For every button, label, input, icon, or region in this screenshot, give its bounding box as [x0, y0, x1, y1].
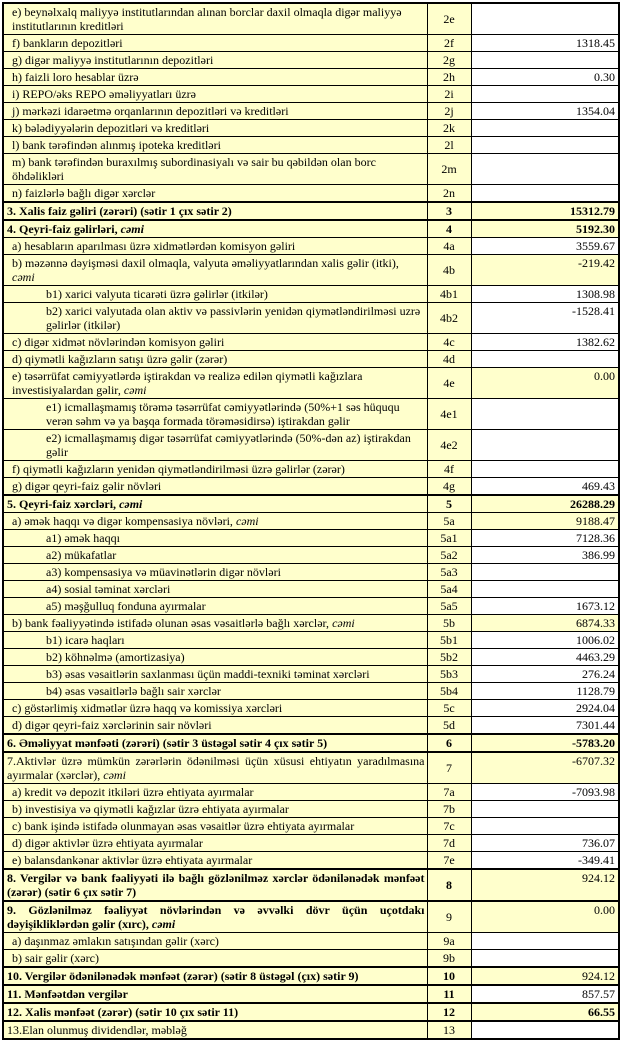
row-code: 5a3 — [427, 564, 471, 581]
row-label: d) digər qeyri-faiz xərclərinin sair növləri — [3, 717, 427, 735]
row-code: 11 — [427, 985, 471, 1003]
row-label: b) investisiya və qiymətli kağızlar üzrə ehtiyata ayırmalar — [3, 801, 427, 818]
table-row-5a2 — [3, 547, 619, 564]
row-value: 1308.98 — [471, 286, 619, 303]
row-value — [471, 933, 619, 950]
row-value — [471, 52, 619, 69]
row-value: 0.00 — [471, 368, 619, 399]
row-value: 1382.62 — [471, 334, 619, 351]
row-code: 5 — [427, 495, 471, 513]
row-label-italic: cəmi — [103, 768, 126, 782]
row-code: 4f — [427, 461, 471, 478]
row-value: 276.24 — [471, 666, 619, 683]
row-code: 5a — [427, 513, 471, 530]
table-row-4a — [3, 238, 619, 255]
row-label: e2) icmallaşmamış digər təsərrüfat cəmiyyətlərində (50%-dən az) iştirakdan gəlir — [3, 430, 427, 461]
row-value — [471, 950, 619, 968]
row-value: -1528.41 — [471, 303, 619, 334]
row-code: 4d — [427, 351, 471, 368]
table-row-7e — [3, 852, 619, 870]
row-label: b3) əsas vəsaitlərin saxlanması üçün maddi-texniki təminat xərcləri — [3, 666, 427, 683]
row-label: a4) sosial təminat xərcləri — [3, 581, 427, 598]
row-value: 15312.79 — [471, 202, 619, 220]
row-label: 7.Aktivlər üzrə mümkün zərərlərin ödənilməsi üçün xüsusi ehtiyatın yaradılmasına ayırmalar (xərclər), cəmi — [3, 752, 427, 784]
table-row-5b2 — [3, 649, 619, 666]
table-row-5a3 — [3, 564, 619, 581]
row-label: e) təsərrüfat cəmiyyətlərdə iştirakdan və realizə edilən qiymətli kağızlara investisiyalardan gəlir, cəmi — [3, 368, 427, 399]
table-row-4b — [3, 255, 619, 286]
row-label: c) digər xidmət növlərindən komisyon gəliri — [3, 334, 427, 351]
row-value: 2924.04 — [471, 700, 619, 717]
row-label: d) qiymətli kağızların satışı üzrə gəlir (zərər) — [3, 351, 427, 368]
row-value: 66.55 — [471, 1003, 619, 1021]
row-label: 4. Qeyri-faiz gəlirləri, cəmi — [3, 220, 427, 238]
row-label: b2) xarici valyutada olan aktiv və passivlərin yenidən qiymətləndirilməsi uzrə gəlirlər (itkilər) — [3, 303, 427, 334]
table-row-2j — [3, 103, 619, 120]
table-row-2e — [3, 3, 619, 35]
row-label: 9. Gözlənilməz fəaliyyət növlərindən və əvvəlki dövr üçün uçotdakı dəyişikliklərdən gəlir (xırc), cəmi — [3, 901, 427, 933]
row-label: g) digər qeyri-faiz gəlir növləri — [3, 478, 427, 496]
row-code: 10 — [427, 967, 471, 985]
row-value — [471, 154, 619, 185]
row-value: 3559.67 — [471, 238, 619, 255]
row-value: 1354.04 — [471, 103, 619, 120]
table-row-5c — [3, 700, 619, 717]
row-label-italic: cəmi — [235, 514, 259, 528]
row-label-italic: cəmi — [151, 917, 176, 931]
row-label-italic: cəmi — [332, 616, 355, 630]
row-code: 5d — [427, 717, 471, 735]
row-label: 3. Xalis faiz gəliri (zərəri) (sətir 1 çıx sətir 2) — [3, 202, 427, 220]
row-value — [471, 399, 619, 430]
table-row-5a4 — [3, 581, 619, 598]
table-row-4d — [3, 351, 619, 368]
row-code: 2f — [427, 35, 471, 52]
row-code: 4c — [427, 334, 471, 351]
row-value — [471, 137, 619, 154]
row-value: 857.57 — [471, 985, 619, 1003]
row-code: 5a2 — [427, 547, 471, 564]
table-row-5 — [3, 495, 619, 513]
row-code: 7b — [427, 801, 471, 818]
table-row-2g — [3, 52, 619, 69]
table-row-7 — [3, 752, 619, 784]
row-code: 4b2 — [427, 303, 471, 334]
row-label: m) bank tərəfindən buraxılmış subordinasiyalı və sair bu qəbildən olan borc öhdəlikləri — [3, 154, 427, 185]
table-row-2m — [3, 154, 619, 185]
table-row-5d — [3, 717, 619, 735]
table-row-2h — [3, 69, 619, 86]
row-label: d) digər aktivlər üzrə ehtiyata ayırmalar — [3, 835, 427, 852]
table-row-5b3 — [3, 666, 619, 683]
row-code: 2k — [427, 120, 471, 137]
row-label: j) mərkəzi idarəetmə orqanlarının depozitləri və kreditləri — [3, 103, 427, 120]
row-code: 7c — [427, 818, 471, 835]
row-label: e) beynəlxalq maliyyə institutlarından alınan borclar daxil olmaqla digər maliyyə institutlarının kreditləri — [3, 3, 427, 35]
table-row-7c — [3, 818, 619, 835]
row-code: 13 — [427, 1021, 471, 1039]
row-label-italic: cəmi — [12, 270, 35, 284]
row-label: f) qiymətli kağızların yenidən qiymətləndirilməsi üzrə gəlirlər (zərər) — [3, 461, 427, 478]
row-code: 7a — [427, 784, 471, 801]
row-value: -6707.32 — [471, 752, 619, 784]
table-row-5b — [3, 615, 619, 632]
row-label: c) göstərlimiş xidmətlər üzrə haqq və komissiya xərcləri — [3, 700, 427, 717]
row-value: -219.42 — [471, 255, 619, 286]
row-code: 8 — [427, 869, 471, 901]
row-value — [471, 801, 619, 818]
table-row-2n — [3, 185, 619, 203]
table-row-5b1 — [3, 632, 619, 649]
row-value: 0.00 — [471, 901, 619, 933]
table-row-8 — [3, 869, 619, 901]
row-code: 2n — [427, 185, 471, 203]
row-value — [471, 185, 619, 203]
row-value: -5783.20 — [471, 734, 619, 752]
table-row-4b2 — [3, 303, 619, 334]
row-value: 1128.79 — [471, 683, 619, 700]
row-label: f) bankların depozitləri — [3, 35, 427, 52]
row-label: 6. Əməliyyat mənfəəti (zərəri) (sətir 3 üstəgəl sətir 4 çıx sətir 5) — [3, 734, 427, 752]
income-statement-rows — [3, 3, 619, 1039]
row-code: 5a4 — [427, 581, 471, 598]
row-label: 13.Elan olunmuş dividendlər, məbləğ — [3, 1021, 427, 1039]
table-row-4f — [3, 461, 619, 478]
row-code: 4e2 — [427, 430, 471, 461]
row-value: 6874.33 — [471, 615, 619, 632]
row-code: 5b1 — [427, 632, 471, 649]
row-label: b) sair gəlir (xərc) — [3, 950, 427, 968]
table-row-9b — [3, 950, 619, 968]
row-value: 7128.36 — [471, 530, 619, 547]
row-code: 6 — [427, 734, 471, 752]
table-row-5a5 — [3, 598, 619, 615]
row-code: 5b4 — [427, 683, 471, 700]
table-row-2f — [3, 35, 619, 52]
row-label: h) faizli loro hesablar üzrə — [3, 69, 427, 86]
row-code: 9b — [427, 950, 471, 968]
row-label-italic: cəmi — [120, 222, 144, 236]
row-label: a) kredit və depozit itkiləri üzrə ehtiyata ayırmalar — [3, 784, 427, 801]
row-label: a1) əmək haqqı — [3, 530, 427, 547]
table-row-4c — [3, 334, 619, 351]
row-label: g) digər maliyyə institutlarının depozitləri — [3, 52, 427, 69]
row-value — [471, 430, 619, 461]
row-label: a2) mükafatlar — [3, 547, 427, 564]
row-code: 4g — [427, 478, 471, 496]
row-label: b) bank fəaliyyətində istifadə olunan əsas vəsaitlərlə bağlı xərclər, cəmi — [3, 615, 427, 632]
table-row-4e — [3, 368, 619, 399]
row-code: 2e — [427, 3, 471, 35]
table-row-4b1 — [3, 286, 619, 303]
row-code: 5c — [427, 700, 471, 717]
row-value: 1673.12 — [471, 598, 619, 615]
row-code: 5b3 — [427, 666, 471, 683]
row-value: 924.12 — [471, 869, 619, 901]
row-code: 5b2 — [427, 649, 471, 666]
table-row-2l — [3, 137, 619, 154]
row-value: 924.12 — [471, 967, 619, 985]
row-code: 5a5 — [427, 598, 471, 615]
table-row-4 — [3, 220, 619, 238]
row-value — [471, 564, 619, 581]
row-label: e) balansdankənar aktivlər üzrə ehtiyata ayırmalar — [3, 852, 427, 870]
row-value: 4463.29 — [471, 649, 619, 666]
row-label: 10. Vergilər ödənilənədək mənfəət (zərər) (sətir 8 üstəgəl (çıx) sətir 9) — [3, 967, 427, 985]
row-label-italic: cəmi — [119, 497, 143, 511]
table-row-7d — [3, 835, 619, 852]
table-row-7b — [3, 801, 619, 818]
row-label-italic: cəmi — [123, 383, 147, 397]
row-label: k) bələdiyyələrin depozitləri və kreditləri — [3, 120, 427, 137]
row-code: 2l — [427, 137, 471, 154]
income-statement-table — [2, 2, 620, 1040]
row-value: 26288.29 — [471, 495, 619, 513]
table-row-3 — [3, 202, 619, 220]
table-row-4e1 — [3, 399, 619, 430]
row-code: 7e — [427, 852, 471, 870]
row-code: 2i — [427, 86, 471, 103]
row-code: 4e — [427, 368, 471, 399]
row-code: 2g — [427, 52, 471, 69]
table-row-7a — [3, 784, 619, 801]
row-value — [471, 1021, 619, 1039]
row-value — [471, 351, 619, 368]
table-row-4g — [3, 478, 619, 496]
row-code: 9 — [427, 901, 471, 933]
row-code: 7d — [427, 835, 471, 852]
row-value: 9188.47 — [471, 513, 619, 530]
row-label: b1) icarə haqları — [3, 632, 427, 649]
row-value: 386.99 — [471, 547, 619, 564]
row-label: l) bank tərəfindən alınmış ipoteka kreditləri — [3, 137, 427, 154]
row-label: e1) icmallaşmamış törəmə təsərrüfat cəmiyyətlərində (50%+1 səs hüququ verən səhm və ya başqa formada törəməsidirsə) iştirakdan gəlir — [3, 399, 427, 430]
row-value: 7301.44 — [471, 717, 619, 735]
row-code: 2m — [427, 154, 471, 185]
row-label: 8. Vergilər və bank fəaliyyəti ilə bağlı gözlənilməz xərclər ödənilənədək mənfəət (zərər) (sətir 6 çıx sətir 7) — [3, 869, 427, 901]
row-code: 4a — [427, 238, 471, 255]
row-label: a) hesabların aparılması üzrə xidmətlərdən komisyon gəliri — [3, 238, 427, 255]
row-label: b1) xarici valyuta ticarəti üzrə gəlirlər (itkilər) — [3, 286, 427, 303]
row-label: a) əmək haqqı və digər kompensasiya növləri, cəmi — [3, 513, 427, 530]
row-value — [471, 818, 619, 835]
table-row-5a — [3, 513, 619, 530]
row-code: 12 — [427, 1003, 471, 1021]
table-row-10 — [3, 967, 619, 985]
row-label: n) faizlərlə bağlı digər xərclər — [3, 185, 427, 203]
table-row-5a1 — [3, 530, 619, 547]
row-label: 12. Xalis mənfəət (zərər) (sətir 10 çıx sətir 11) — [3, 1003, 427, 1021]
row-label: a3) kompensasiya və müavinətlərin digər növləri — [3, 564, 427, 581]
row-value: 469.43 — [471, 478, 619, 496]
row-code: 2j — [427, 103, 471, 120]
row-label: 11. Mənfəətdən vergilər — [3, 985, 427, 1003]
row-value — [471, 120, 619, 137]
row-code: 4b — [427, 255, 471, 286]
row-value: 1006.02 — [471, 632, 619, 649]
row-code: 3 — [427, 202, 471, 220]
table-row-4e2 — [3, 430, 619, 461]
row-value — [471, 581, 619, 598]
row-label: c) bank işində istifadə olunmayan əsas vəsaitlər üzrə ehtiyata ayırmalar — [3, 818, 427, 835]
table-row-9 — [3, 901, 619, 933]
table-row-2k — [3, 120, 619, 137]
row-label: 5. Qeyri-faiz xərcləri, cəmi — [3, 495, 427, 513]
row-label: b4) əsas vəsaitlərlə bağlı sair xərclər — [3, 683, 427, 700]
table-row-5b4 — [3, 683, 619, 700]
row-value: 1318.45 — [471, 35, 619, 52]
row-value: 0.30 — [471, 69, 619, 86]
row-label: b2) köhnəlmə (amortizasiya) — [3, 649, 427, 666]
row-value: -7093.98 — [471, 784, 619, 801]
row-label: a) daşınmaz əmlakın satışından gəlir (xərc) — [3, 933, 427, 950]
row-label: a5) məşğulluq fonduna ayırmalar — [3, 598, 427, 615]
row-value: -349.41 — [471, 852, 619, 870]
row-code: 4 — [427, 220, 471, 238]
row-code: 7 — [427, 752, 471, 784]
row-label: b) məzənnə dəyişməsi daxil olmaqla, valyuta əməliyyatlarından xalis gəlir (itki), cəmi — [3, 255, 427, 286]
table-row-9a — [3, 933, 619, 950]
row-value — [471, 461, 619, 478]
table-row-2i — [3, 86, 619, 103]
row-code: 2h — [427, 69, 471, 86]
row-code: 5a1 — [427, 530, 471, 547]
row-code: 4b1 — [427, 286, 471, 303]
table-row-11 — [3, 985, 619, 1003]
table-row-13 — [3, 1021, 619, 1039]
row-code: 5b — [427, 615, 471, 632]
row-value — [471, 86, 619, 103]
row-code: 4e1 — [427, 399, 471, 430]
table-row-6 — [3, 734, 619, 752]
row-value — [471, 3, 619, 35]
row-value: 736.07 — [471, 835, 619, 852]
row-value: 5192.30 — [471, 220, 619, 238]
row-label: i) REPO/əks REPO əməliyyatları üzrə — [3, 86, 427, 103]
table-row-12 — [3, 1003, 619, 1021]
row-code: 9a — [427, 933, 471, 950]
